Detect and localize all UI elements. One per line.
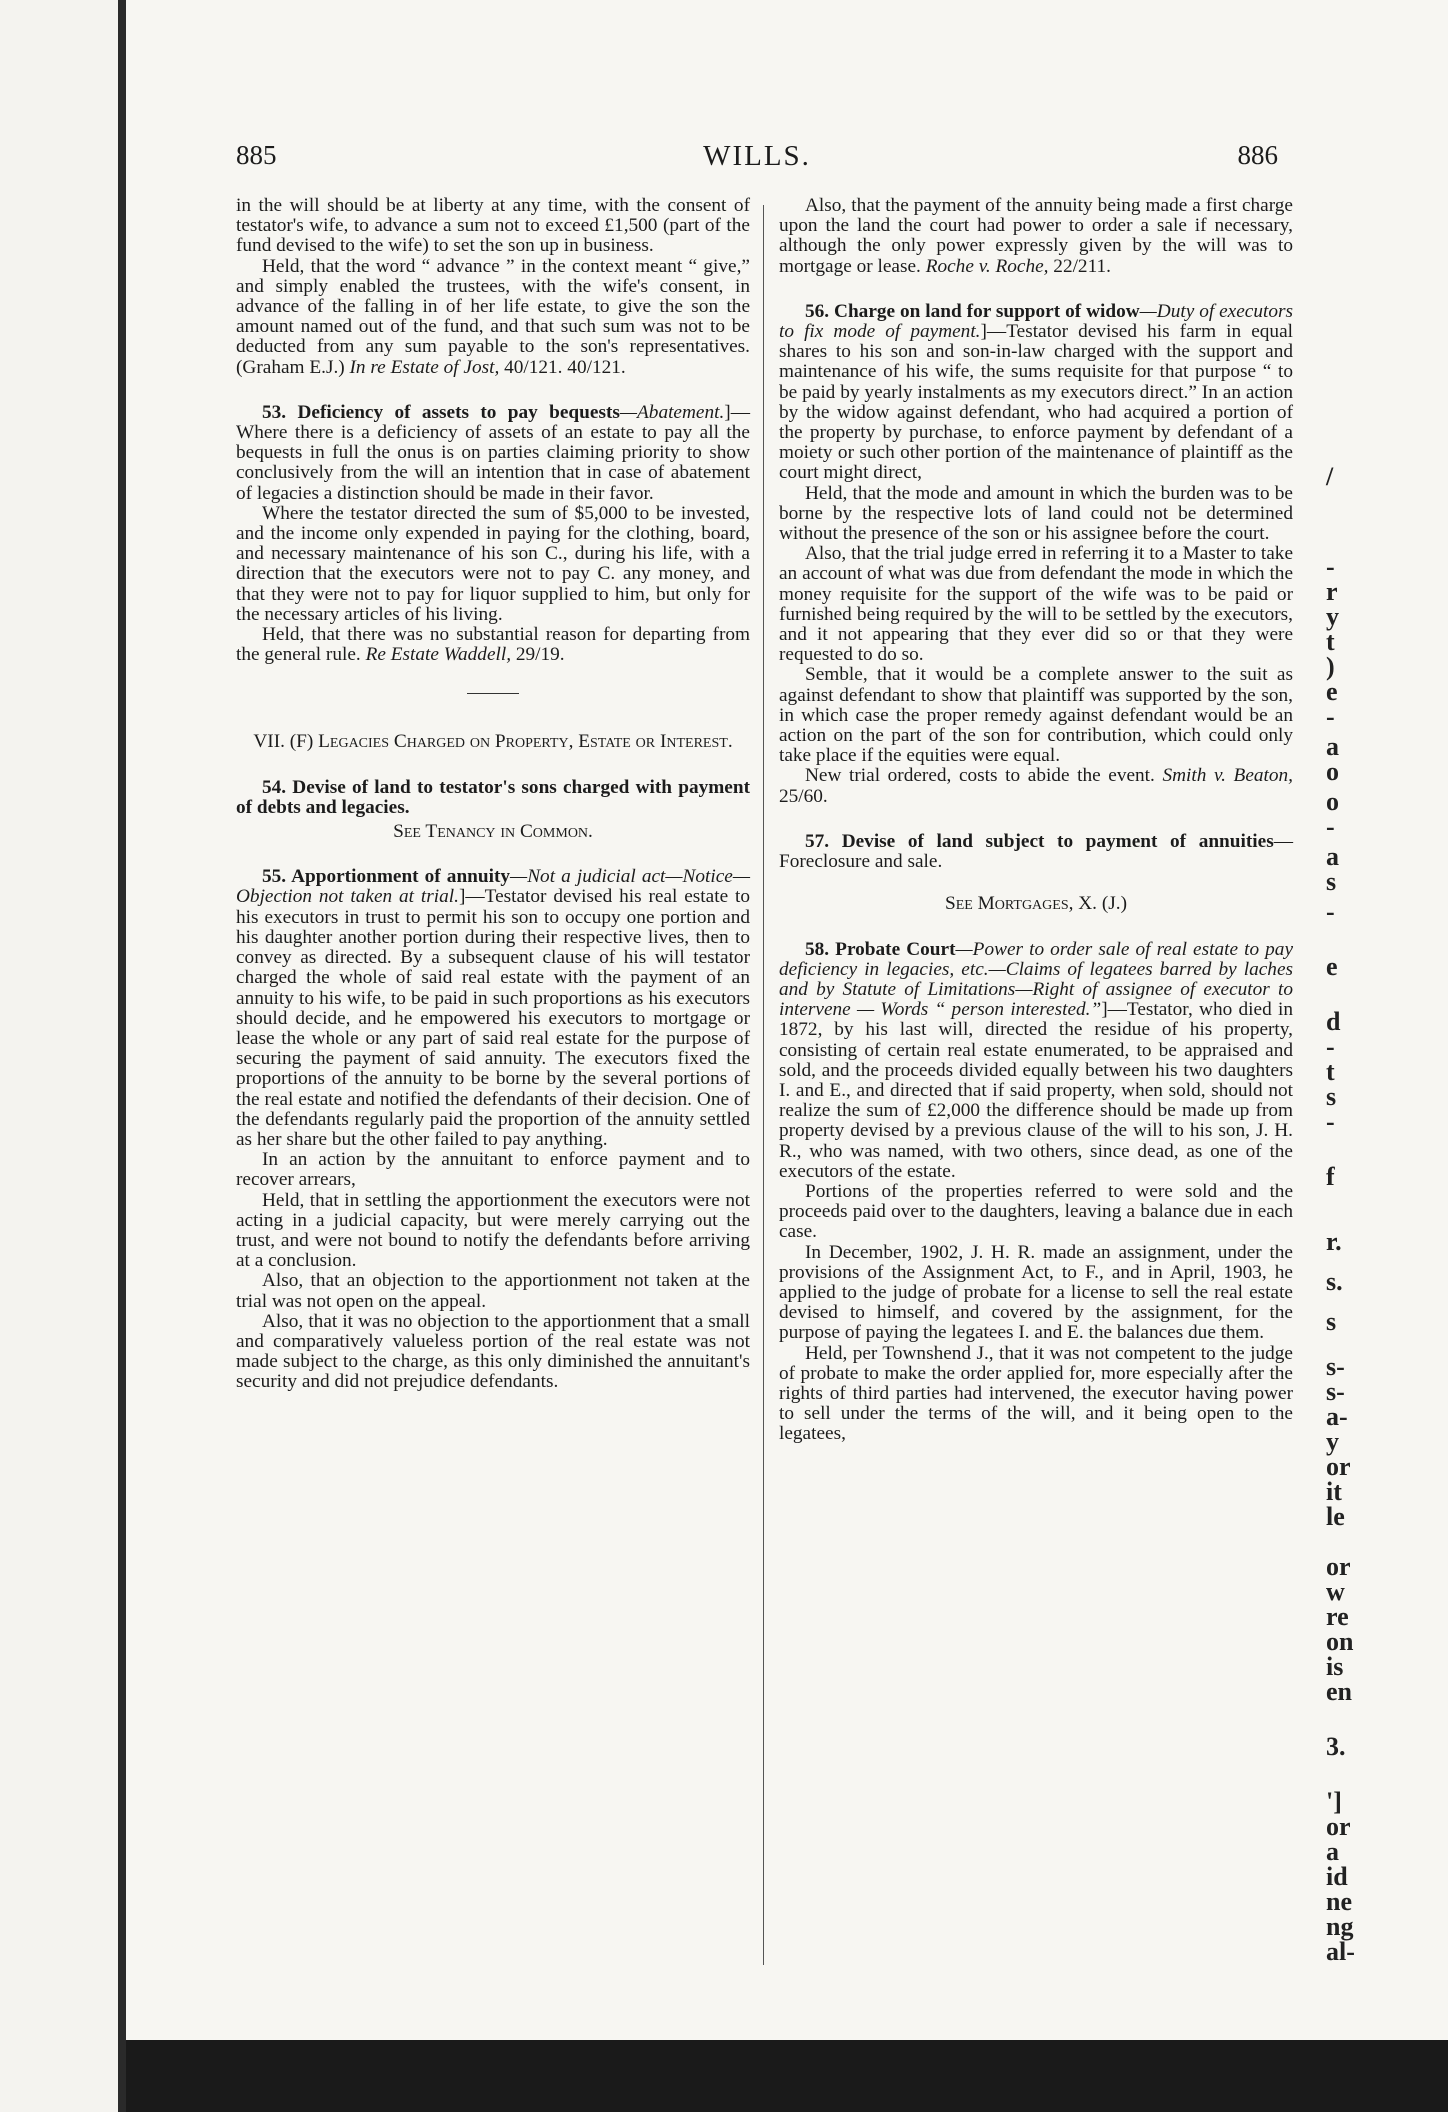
bleed-mark: - xyxy=(1326,812,1335,841)
entry-58: 58. Probate Court—Power to order sale of real estate to pay deficiency in legacies, etc.—Claims of legatees barred by laches and by Statute of Limitations—Right of assignee of executor to intervene — Words “ person interested.”]—Testator, who died in 1872, by his last will, directed the residue of his property, consisting of certain real estate enumerated, to be appraised and sold, and the proceeds divided equally between his two daughters I. and E., and directed that if said property, when sold, should not realize the sum of £2,000 the difference should be made up from property devised by a previous clause of the will to his son, J. H. R., who was named, with two others, since dead, as one of the executors of the estate. xyxy=(779,938,1294,1182)
bleed-mark: - xyxy=(1326,1032,1335,1061)
entry-56: 56. Charge on land for support of widow—Duty of executors to fix mode of payment.]—Testator devised his farm in equal shares to his son and son-in-law charged with the support and maintenance of his wife, the sums requisite for that purpose “ to be paid by yearly instalments as my executors direct.” In an action by the widow against defendant, who had acquired a portion of the property by purchase, to enforce payment by defendant of a moiety or such other portion of the maintenance of plaintiff as the court might direct, xyxy=(779,300,1293,484)
bleed-through-margin xyxy=(1326,0,1436,2112)
section-heading: VII. (F) Legacies Charged on Property, Estate or Interest. xyxy=(253,731,733,753)
entry-54 xyxy=(236,778,750,818)
bleed-mark: t xyxy=(1326,627,1335,656)
entry-subheading: —Abatement. xyxy=(619,401,725,423)
entry-subheading: —Power to order sale of real estate to pay deficiency in legacies, etc.—Claims of legatees barred by laches and by Statute of Limitations—Right of assignee of executor to intervene — Words “ person interested.” xyxy=(779,938,1294,1021)
bleed-mark: f xyxy=(1326,1162,1335,1191)
entry-subheading: —Duty of executors to fix mode of payment. xyxy=(779,300,1293,343)
bleed-mark: ne xyxy=(1326,1887,1352,1916)
bleed-mark: on xyxy=(1326,1627,1354,1656)
paragraph: Held, that the mode and amount in which the burden was to be borne by the respective lots of land could not be determined without the presence of the son or his assignee before the court. xyxy=(779,482,1293,545)
bleed-mark: e xyxy=(1326,677,1338,706)
right-column xyxy=(779,196,1293,1445)
bleed-mark: a xyxy=(1326,732,1339,761)
paragraph: In December, 1902, J. H. R. made an assignment, under the provisions of the Assignment Act, to F., and in April, 1903, he applied to the judge of probate for a license to sell the real estate devised to himself, and covered by the assignment, for the purpose of paying the legatees I. and E. the balances due them. xyxy=(779,1241,1293,1344)
paragraph: Portions of the properties referred to were sold and the proceeds paid over to the daughters, leaving a balance due in each case. xyxy=(779,1180,1293,1243)
bleed-mark: s- xyxy=(1326,1377,1345,1406)
bleed-mark: is xyxy=(1326,1652,1344,1681)
running-header xyxy=(236,140,1278,180)
bleed-mark: a- xyxy=(1326,1402,1348,1431)
paragraph: Where the testator directed the sum of $5,000 to be invested, and the income only expended in paying for the clothing, board, and necessary maintenance of his son C., during his life, with a direction that the executors were not to pay C. any money, and that they were not to pay for liquor supplied to him, but only for the necessary articles of his living. xyxy=(236,502,750,625)
paragraph: Held, that the word “ advance ” in the context meant “ give,” and simply enabled the trustees, with the wife's consent, in advance of the falling in of her life estate, to give the son the amount named out of the fund, and that such sum was not to be deducted from any sum payable to the son's representatives. (Graham E.J.) In re Estate of Jost, 40/121. 40/121. xyxy=(236,255,750,378)
bleed-mark: s xyxy=(1326,1082,1337,1111)
entry-subheading: —Not a judicial act—Notice—Objection not taken at trial. xyxy=(236,866,751,908)
entry-heading: 55. Apportionment of annuity xyxy=(262,866,511,888)
bleed-mark: r. xyxy=(1326,1227,1342,1256)
bleed-mark: it xyxy=(1326,1477,1342,1506)
running-title: WILLS. xyxy=(703,140,811,172)
entry-53: 53. Deficiency of assets to pay bequests—Abatement.]—Where there is a deficiency of assets of an estate to pay all the bequests in full the onus is on parties claiming priority to show conclusively from the will an intention that in case of abatement of legacies a distinction should be made in their favor. xyxy=(236,401,750,504)
paragraph: Semble, that it would be a complete answer to the suit as against defendant to show that plaintiff was supported by the son, in which case the proper remedy against defendant would be an action on the part of the son for contribution, which could only take place if the equities were equal. xyxy=(779,664,1293,767)
bleed-mark: w xyxy=(1326,1577,1345,1606)
page-gutter xyxy=(118,0,126,2112)
entry-57 xyxy=(779,832,1293,872)
bleed-mark: a xyxy=(1326,842,1339,871)
bleed-mark: s- xyxy=(1326,1352,1345,1381)
bleed-mark: or xyxy=(1326,1452,1351,1481)
bleed-mark: r xyxy=(1326,577,1338,606)
paragraph: Also, that it was no objection to the apportionment that a small and comparatively valueless portion of the real estate was not made subject to the charge, as this only diminished the annuitant's security and did not prejudice defendants. xyxy=(236,1310,750,1393)
bleed-mark: or xyxy=(1326,1812,1351,1841)
bleed-mark: - xyxy=(1326,702,1335,731)
paragraph: Held, that there was no substantial reason for departing from the general rule. Re Estate Waddell, 29/19. xyxy=(236,624,750,666)
bleed-mark: ng xyxy=(1326,1912,1354,1941)
paragraph: Also, that an objection to the apportionment not taken at the trial was not open on the appeal. xyxy=(236,1270,750,1312)
bleed-mark: t xyxy=(1326,1057,1335,1086)
bleed-mark: s xyxy=(1326,1307,1337,1336)
bleed-mark: e xyxy=(1326,952,1338,981)
entry-heading: 57. Devise of land subject to payment of annuities xyxy=(805,830,1274,852)
cross-reference: See Tenancy in Common. xyxy=(393,821,593,843)
bleed-mark: s xyxy=(1326,867,1337,896)
paragraph: in the will should be at liberty at any time, with the consent of testator's wife, to advance a sum not to exceed £1,500 (part of the fund devised to the wife) to set the son up in business. xyxy=(236,195,750,257)
bleed-mark: or xyxy=(1326,1552,1351,1581)
bleed-mark: id xyxy=(1326,1862,1348,1891)
entry-heading: 58. Probate Court xyxy=(805,938,956,960)
bleed-mark: o xyxy=(1326,787,1339,816)
bleed-mark: - xyxy=(1326,897,1335,926)
paragraph: Held, per Townshend J., that it was not competent to the judge of probate to make the order applied for, more especially after the rights of third parties had intervened, the executor having power to sell under the terms of the will, and it being open to the legatees, xyxy=(779,1342,1293,1445)
case-citation: Re Estate Waddell, xyxy=(365,644,512,666)
section-rule xyxy=(467,693,519,694)
bleed-mark: al- xyxy=(1326,1937,1355,1966)
bleed-mark: le xyxy=(1326,1502,1345,1531)
document-page xyxy=(126,0,1448,2040)
bleed-mark: en xyxy=(1326,1677,1352,1706)
bleed-mark: - xyxy=(1326,552,1335,581)
entry-subheading: —Foreclosure and sale. xyxy=(779,830,1293,873)
bleed-mark: o xyxy=(1326,757,1339,786)
bleed-mark: '] xyxy=(1326,1787,1342,1816)
column-divider xyxy=(763,205,764,1965)
case-citation: Roche v. Roche, xyxy=(925,255,1049,277)
bleed-mark: ) xyxy=(1326,652,1335,681)
bleed-mark: - xyxy=(1326,1107,1335,1136)
bleed-mark: a xyxy=(1326,1837,1339,1866)
right-page-number: 886 xyxy=(1237,140,1278,170)
facing-page-edge xyxy=(0,0,118,2112)
bleed-mark: 3. xyxy=(1326,1732,1346,1761)
paragraph: Also, that the payment of the annuity being made a first charge upon the land the court had power to order a sale if necessary, although the only power expressly given by the will was to mortgage or lease. Roche v. Roche, 22/211. xyxy=(779,195,1293,277)
bleed-mark: / xyxy=(1326,462,1334,491)
bleed-mark: d xyxy=(1326,1007,1341,1036)
entry-heading: 53. Deficiency of assets to pay bequests xyxy=(262,401,620,423)
paragraph: New trial ordered, costs to abide the event. Smith v. Beaton, 25/60. xyxy=(779,765,1293,807)
bleed-mark: re xyxy=(1326,1602,1349,1631)
bleed-mark: y xyxy=(1326,1427,1339,1456)
paragraph: In an action by the annuitant to enforce payment and to recover arrears, xyxy=(236,1149,750,1191)
entry-55: 55. Apportionment of annuity—Not a judicial act—Notice—Objection not taken at trial.]—Testator devised his real estate to his executors in trust to permit his son to occupy one portion and his daughter another portion during their respective lives, then to convey as directed. By a subsequent clause of his will testator charged the whole of said real estate with the payment of an annuity to his wife, to be paid in such proportions as his executors should decide, and he empowered his executors to mortgage or lease the whole or any part of said real estate for the purpose of securing the payment of said annuity. The executors fixed the proportions of the annuity to be borne by the several portions of the real estate and notified the defendants of their decision. One of the defendants regularly paid the proportion of the annuity settled as her share but the other failed to pay anything. xyxy=(236,866,751,1150)
entry-heading: 56. Charge on land for support of widow xyxy=(805,300,1140,322)
bleed-mark: y xyxy=(1326,602,1339,631)
case-citation: Smith v. Beaton, xyxy=(1162,765,1293,787)
paragraph: Held, that in settling the apportionment the executors were not acting in a judicial capacity, but were merely carrying out the trust, and were not bound to notify the defendants before arriving at a conclusion. xyxy=(236,1189,750,1272)
case-citation: In re Estate of Jost, xyxy=(349,356,500,378)
paragraph: Also, that the trial judge erred in referring it to a Master to take an account of what was due from defendant the mode in which the money requisite for the support of the wife was to be paid or furnished being required by the will to be settled by the executors, and it not appearing that they ever did so or that they were requested to do so. xyxy=(779,543,1293,666)
entry-heading: 54. Devise of land to testator's sons charged with payment of debts and legacies. xyxy=(236,776,750,818)
left-page-number: 885 xyxy=(236,140,277,170)
left-column xyxy=(236,196,750,1393)
bleed-mark: s. xyxy=(1326,1267,1343,1296)
cross-reference: See Mortgages, X. (J.) xyxy=(945,893,1127,915)
